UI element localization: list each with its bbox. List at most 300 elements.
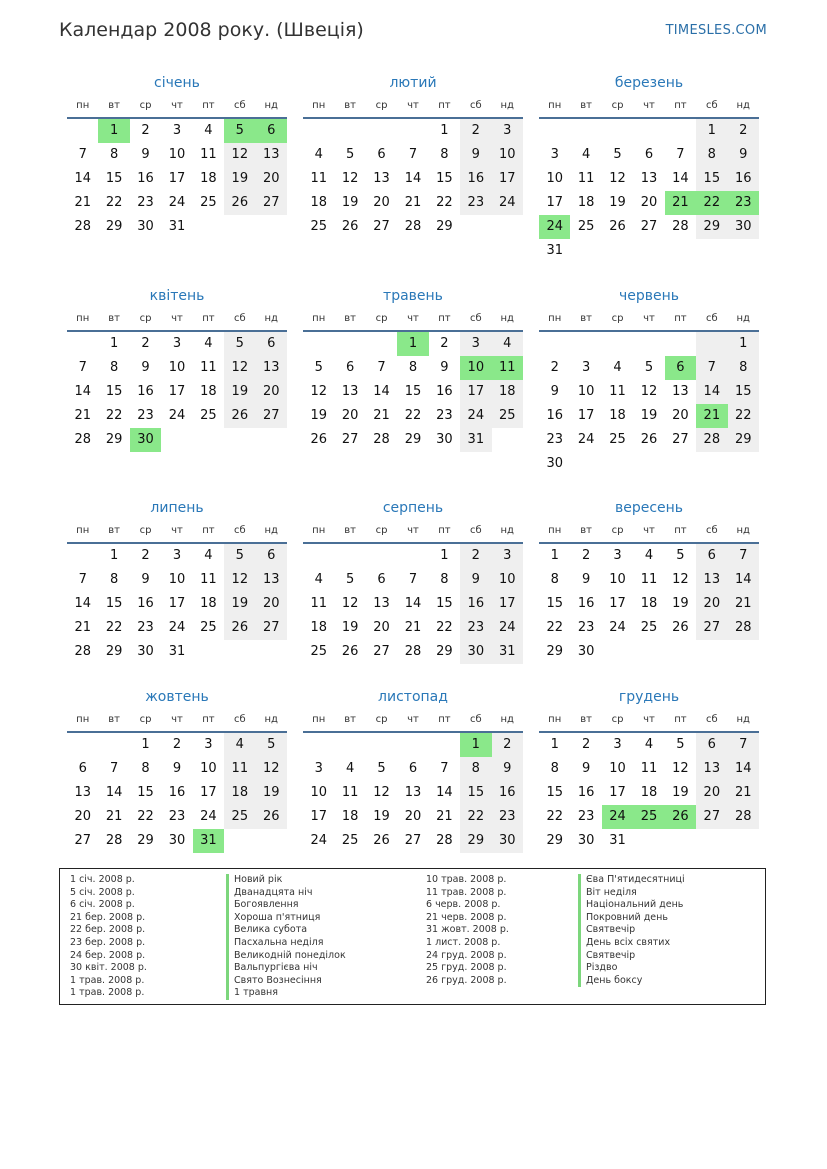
day-cell: 28: [373, 432, 390, 447]
day-cell: 29: [105, 219, 123, 234]
day-cell: 14: [404, 596, 422, 611]
day-cell: 7: [78, 360, 87, 375]
day-cell: 14: [373, 384, 390, 399]
day-cell: 9: [440, 360, 449, 375]
day-cell: 28: [404, 644, 422, 659]
legend-entry: Святвечір: [578, 924, 685, 937]
day-cell: 29: [546, 833, 563, 848]
weekday-label: пт: [202, 100, 215, 111]
day-cell: 18: [310, 620, 327, 635]
weekday-label: пн: [76, 714, 90, 725]
day-cell: 22: [546, 620, 563, 635]
weekday-label: пт: [202, 525, 215, 536]
day-cell: 8: [440, 147, 449, 162]
day-cell: 26: [256, 805, 287, 829]
day-cell: 23: [546, 432, 563, 447]
month-7: [67, 496, 287, 664]
day-cell: 13: [256, 356, 287, 380]
day-cell: 19: [672, 785, 689, 800]
day-cell: 28: [672, 219, 689, 234]
day-cell: 17: [546, 195, 563, 210]
day-cell: 15: [460, 781, 491, 805]
legend-dates-left: [70, 874, 147, 1000]
day-cell: 28: [436, 833, 453, 848]
day-cell: 14: [728, 757, 759, 781]
day-cell: 23: [492, 805, 523, 829]
day-cell: 12: [609, 171, 626, 186]
legend-names-right: [578, 874, 685, 987]
day-cell: 5: [224, 544, 255, 568]
weekday-label: чт: [643, 313, 655, 324]
legend-entry: 10 трав. 2008 р.: [426, 874, 507, 885]
weekday-label: сб: [705, 100, 718, 111]
weekday-label: нд: [736, 100, 750, 111]
page-title: Календар 2008 року. (Швеція): [59, 19, 364, 41]
day-cell: 11: [640, 761, 658, 776]
legend-entry: 31 жовт. 2008 р.: [426, 924, 509, 936]
day-cell: 23: [436, 408, 453, 423]
day-cell: 25: [224, 805, 255, 829]
day-cell: 16: [137, 171, 154, 186]
empty-cell: [366, 119, 397, 143]
weekday-label: нд: [264, 313, 278, 324]
day-cell: 2: [172, 737, 182, 752]
day-cell: 18: [577, 195, 595, 210]
day-cell: 17: [168, 596, 186, 611]
day-cell: 16: [728, 167, 759, 191]
day-cell: 15: [696, 167, 727, 191]
weekday-label: сб: [233, 525, 246, 536]
day-cell: 19: [341, 620, 359, 635]
day-cell: 9: [581, 572, 591, 587]
day-cell: 6: [345, 360, 355, 375]
day-cell: 3: [492, 544, 523, 568]
day-cell: 18: [200, 171, 217, 186]
weekday-label: нд: [264, 714, 278, 725]
holiday-day: 11: [492, 356, 523, 380]
day-cell: 4: [644, 737, 654, 752]
day-cell: 22: [105, 408, 123, 423]
legend-entry: 1 трав. 2008 р.: [70, 987, 145, 999]
day-cell: 30: [577, 833, 595, 848]
day-cell: 28: [74, 432, 91, 447]
day-cell: 11: [310, 596, 327, 611]
day-cell: 26: [224, 404, 255, 428]
holiday-day: 5: [224, 119, 255, 143]
day-cell: 19: [256, 781, 287, 805]
empty-cell: [334, 544, 365, 568]
day-cell: 30: [492, 829, 523, 853]
weekday-label: сб: [469, 100, 482, 111]
day-cell: 10: [492, 568, 523, 592]
day-cell: 6: [644, 147, 654, 162]
legend-entry: 23 бер. 2008 р.: [70, 936, 146, 948]
weekday-header: [67, 520, 287, 544]
day-cell: 3: [613, 548, 622, 563]
day-cell: 12: [224, 356, 255, 380]
day-cell: 5: [224, 332, 255, 356]
legend-entry: Новий рік: [226, 874, 346, 887]
day-cell: 22: [404, 408, 422, 423]
day-cell: 18: [640, 596, 658, 611]
month-name: березень: [614, 75, 684, 91]
days-grid: [67, 733, 287, 853]
weekday-label: пн: [312, 714, 326, 725]
weekday-label: ср: [139, 525, 152, 536]
weekday-label: ср: [611, 100, 624, 111]
day-cell: 29: [105, 644, 123, 659]
day-cell: 22: [546, 809, 563, 824]
day-cell: 19: [224, 592, 255, 616]
day-cell: 27: [256, 191, 287, 215]
legend-entry: Велика субота: [226, 924, 346, 937]
day-cell: 20: [256, 167, 287, 191]
day-cell: 11: [310, 171, 327, 186]
day-cell: 7: [696, 356, 727, 380]
day-cell: 13: [373, 596, 390, 611]
legend-entry: 21 бер. 2008 р.: [70, 911, 146, 923]
weekday-label: вт: [580, 100, 592, 111]
day-cell: 29: [436, 644, 453, 659]
weekday-label: пт: [438, 714, 451, 725]
empty-cell: [665, 119, 696, 143]
day-cell: 4: [204, 548, 213, 563]
day-cell: 21: [728, 592, 759, 616]
day-cell: 17: [168, 171, 186, 186]
day-cell: 11: [609, 384, 626, 399]
day-cell: 21: [74, 408, 91, 423]
weekday-label: сб: [233, 100, 246, 111]
weekday-label: сб: [469, 525, 482, 536]
day-cell: 4: [492, 332, 523, 356]
day-cell: 3: [550, 147, 559, 162]
day-cell: 7: [408, 147, 418, 162]
legend-entry: 11 трав. 2008 р.: [426, 886, 507, 898]
weekday-label: нд: [736, 313, 750, 324]
day-cell: 19: [373, 809, 390, 824]
weekday-label: пн: [312, 313, 326, 324]
holiday-day: 31: [193, 829, 224, 853]
day-cell: 27: [696, 805, 727, 829]
day-cell: 3: [172, 548, 182, 563]
day-cell: 4: [314, 147, 323, 162]
weekday-label: нд: [264, 100, 278, 111]
day-cell: 11: [341, 785, 359, 800]
empty-cell: [539, 332, 570, 356]
day-cell: 25: [200, 195, 217, 210]
day-cell: 2: [141, 123, 150, 138]
weekday-label: ср: [139, 100, 152, 111]
weekday-label: вт: [344, 313, 356, 324]
empty-cell: [633, 332, 664, 356]
empty-cell: [570, 119, 601, 143]
holiday-day: 24: [539, 215, 570, 239]
day-cell: 30: [460, 640, 491, 664]
legend-entry: Національний день: [578, 899, 685, 912]
day-cell: 17: [577, 408, 595, 423]
weekday-label: чт: [407, 100, 419, 111]
day-cell: 31: [546, 243, 563, 258]
weekday-label: ср: [375, 525, 388, 536]
day-cell: 15: [137, 785, 154, 800]
legend-entry: 6 черв. 2008 р.: [426, 899, 501, 911]
weekday-label: пт: [438, 525, 451, 536]
weekday-label: нд: [736, 714, 750, 725]
weekday-label: чт: [643, 100, 655, 111]
day-cell: 12: [341, 171, 359, 186]
empty-cell: [67, 119, 98, 143]
day-cell: 6: [78, 761, 87, 776]
day-cell: 15: [546, 596, 563, 611]
weekday-label: чт: [407, 714, 419, 725]
month-name: жовтень: [145, 689, 209, 705]
day-cell: 14: [105, 785, 123, 800]
day-cell: 18: [310, 195, 327, 210]
day-cell: 9: [141, 360, 150, 375]
empty-cell: [67, 544, 98, 568]
legend-entry: 21 черв. 2008 р.: [426, 911, 507, 923]
day-cell: 18: [224, 781, 255, 805]
day-cell: 26: [640, 432, 658, 447]
day-cell: 14: [696, 380, 727, 404]
day-cell: 25: [640, 620, 658, 635]
day-cell: 7: [78, 147, 87, 162]
day-cell: 7: [676, 147, 685, 162]
day-cell: 1: [728, 332, 759, 356]
empty-cell: [67, 332, 98, 356]
weekday-label: ср: [375, 313, 388, 324]
weekday-header: [539, 95, 759, 119]
day-cell: 10: [577, 384, 595, 399]
day-cell: 24: [168, 195, 186, 210]
day-cell: 4: [314, 572, 323, 587]
day-cell: 10: [609, 761, 626, 776]
day-cell: 27: [672, 432, 689, 447]
day-cell: 28: [404, 219, 422, 234]
day-cell: 9: [460, 568, 491, 592]
day-cell: 30: [137, 644, 154, 659]
day-cell: 9: [550, 384, 559, 399]
month-name: квітень: [149, 288, 205, 304]
day-cell: 29: [546, 644, 563, 659]
day-cell: 25: [200, 408, 217, 423]
empty-cell: [539, 119, 570, 143]
weekday-label: сб: [233, 313, 246, 324]
day-cell: 12: [672, 572, 689, 587]
legend-entry: Богоявлення: [226, 899, 346, 912]
day-cell: 2: [581, 548, 591, 563]
day-cell: 31: [168, 644, 186, 659]
month-name: червень: [618, 288, 680, 304]
weekday-label: пн: [548, 100, 562, 111]
weekday-label: вт: [108, 714, 120, 725]
weekday-label: нд: [736, 525, 750, 536]
empty-cell: [602, 332, 633, 356]
day-cell: 11: [200, 360, 217, 375]
day-cell: 2: [460, 119, 491, 143]
day-cell: 1: [109, 336, 119, 351]
weekday-label: нд: [264, 525, 278, 536]
weekday-label: ср: [139, 714, 152, 725]
empty-cell: [665, 332, 696, 356]
legend-entry: 25 груд. 2008 р.: [426, 962, 507, 974]
day-cell: 14: [74, 171, 91, 186]
day-cell: 26: [373, 833, 390, 848]
day-cell: 6: [256, 332, 287, 356]
day-cell: 17: [460, 380, 491, 404]
legend-entry: 24 груд. 2008 р.: [426, 949, 507, 961]
legend-entry: 1 лист. 2008 р.: [426, 936, 501, 948]
day-cell: 13: [696, 568, 727, 592]
day-cell: 7: [728, 733, 759, 757]
day-cell: 23: [168, 809, 186, 824]
day-cell: 30: [728, 215, 759, 239]
day-cell: 27: [341, 432, 359, 447]
day-cell: 22: [460, 805, 491, 829]
day-cell: 31: [460, 428, 491, 452]
day-cell: 28: [105, 833, 123, 848]
day-cell: 17: [492, 592, 523, 616]
weekday-header: [303, 520, 523, 544]
day-cell: 17: [492, 167, 523, 191]
day-cell: 20: [373, 620, 390, 635]
weekday-label: пт: [438, 313, 451, 324]
day-cell: 27: [256, 616, 287, 640]
day-cell: 29: [696, 215, 727, 239]
weekday-label: нд: [500, 525, 514, 536]
legend-entry: 6 січ. 2008 р.: [70, 899, 135, 911]
weekday-label: ср: [139, 313, 152, 324]
day-cell: 28: [74, 219, 91, 234]
day-cell: 20: [696, 781, 727, 805]
day-cell: 4: [644, 548, 654, 563]
day-cell: 1: [696, 119, 727, 143]
weekday-header: [67, 709, 287, 733]
weekday-label: вт: [108, 313, 120, 324]
month-name: лютий: [389, 75, 437, 91]
day-cell: 28: [728, 805, 759, 829]
day-cell: 16: [137, 384, 154, 399]
day-cell: 15: [105, 171, 123, 186]
holiday-day: 21: [665, 191, 696, 215]
weekday-label: чт: [407, 313, 419, 324]
day-cell: 24: [577, 432, 595, 447]
day-cell: 21: [373, 408, 390, 423]
empty-cell: [397, 119, 428, 143]
day-cell: 5: [613, 147, 622, 162]
day-cell: 12: [224, 568, 255, 592]
day-cell: 30: [546, 456, 563, 471]
day-cell: 15: [436, 596, 453, 611]
day-cell: 10: [492, 143, 523, 167]
day-cell: 13: [373, 171, 390, 186]
empty-cell: [570, 332, 601, 356]
day-cell: 19: [224, 380, 255, 404]
day-cell: 7: [728, 544, 759, 568]
day-cell: 17: [310, 809, 327, 824]
day-cell: 10: [310, 785, 327, 800]
day-cell: 9: [141, 572, 150, 587]
weekday-label: сб: [705, 714, 718, 725]
weekday-label: ср: [611, 313, 624, 324]
weekday-header: [67, 308, 287, 332]
day-cell: 2: [492, 733, 523, 757]
legend-entry: 1 травня: [226, 987, 346, 1000]
day-cell: 3: [581, 360, 591, 375]
weekday-label: пн: [76, 313, 90, 324]
legend-entry: Єва П'ятидесятниці: [578, 874, 685, 887]
weekday-label: сб: [469, 313, 482, 324]
day-cell: 20: [640, 195, 658, 210]
month-8: [303, 496, 523, 664]
day-cell: 30: [137, 219, 154, 234]
weekday-label: чт: [171, 313, 183, 324]
day-cell: 23: [460, 191, 491, 215]
day-cell: 21: [404, 195, 422, 210]
legend-dates-right: [426, 874, 509, 987]
empty-cell: [366, 733, 397, 757]
weekday-header: [303, 709, 523, 733]
legend-entry: Хороша п'ятниця: [226, 912, 346, 925]
day-cell: 14: [74, 384, 91, 399]
day-cell: 1: [550, 548, 559, 563]
day-cell: 2: [141, 336, 150, 351]
day-cell: 20: [672, 408, 689, 423]
day-cell: 21: [74, 620, 91, 635]
day-cell: 27: [640, 219, 658, 234]
day-cell: 7: [109, 761, 119, 776]
month-4: [67, 284, 287, 452]
holiday-day: 21: [696, 404, 727, 428]
legend-entry: 5 січ. 2008 р.: [70, 886, 135, 898]
site-brand-link[interactable]: TIMESLES.COM: [665, 23, 767, 38]
day-cell: 27: [373, 219, 390, 234]
day-cell: 23: [137, 195, 154, 210]
day-cell: 19: [640, 408, 658, 423]
weekday-label: вт: [108, 525, 120, 536]
day-cell: 13: [74, 785, 91, 800]
day-cell: 21: [404, 620, 422, 635]
day-cell: 25: [310, 644, 327, 659]
weekday-label: пт: [202, 313, 215, 324]
day-cell: 3: [460, 332, 491, 356]
legend-entry: Дванадцята ніч: [226, 887, 346, 900]
weekday-label: вт: [580, 525, 592, 536]
day-cell: 25: [577, 219, 595, 234]
legend-entry: Свято Вознесіння: [226, 975, 346, 988]
day-cell: 24: [200, 809, 217, 824]
day-cell: 22: [105, 195, 123, 210]
day-cell: 11: [640, 572, 658, 587]
day-cell: 8: [109, 360, 119, 375]
weekday-label: вт: [108, 100, 120, 111]
month-name: листопад: [378, 689, 448, 705]
day-cell: 12: [672, 761, 689, 776]
day-cell: 7: [408, 572, 418, 587]
day-cell: 2: [460, 544, 491, 568]
weekday-label: нд: [500, 100, 514, 111]
day-cell: 27: [373, 644, 390, 659]
day-cell: 26: [224, 191, 255, 215]
day-cell: 20: [404, 809, 422, 824]
month-5: [303, 284, 523, 452]
day-cell: 19: [224, 167, 255, 191]
holiday-day: 6: [256, 119, 287, 143]
weekday-label: сб: [705, 313, 718, 324]
day-cell: 20: [74, 809, 91, 824]
day-cell: 1: [440, 123, 449, 138]
empty-cell: [303, 119, 334, 143]
